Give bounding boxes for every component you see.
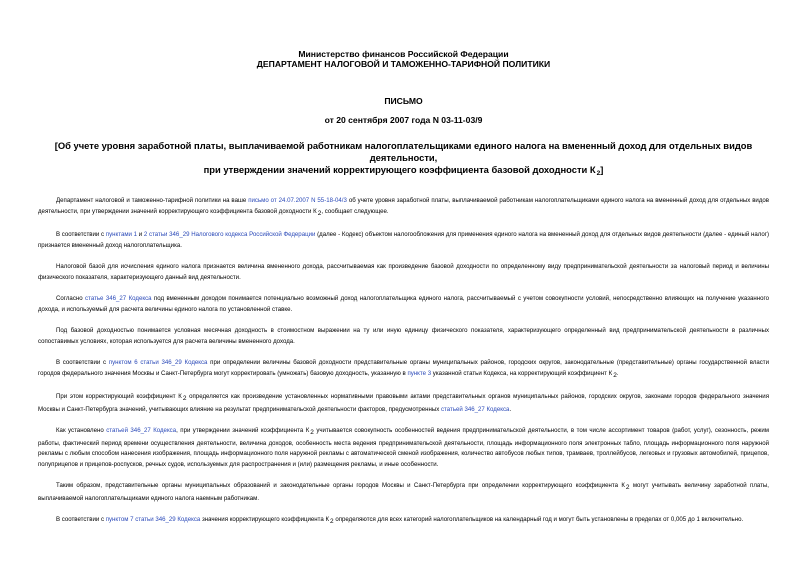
text-span: Департамент налоговой и таможенно-тарифной политики на ваше — [56, 197, 249, 204]
link-point-3[interactable]: пункте 3 — [407, 369, 432, 377]
link-point-6-article[interactable]: пунктом 6 статьи 346_29 Кодекса — [108, 359, 208, 366]
text-span: При этом корректирующий коэффициент К — [56, 393, 182, 400]
text-span: В соответствии с — [56, 359, 109, 366]
department-name: ДЕПАРТАМЕНТ НАЛОГОВОЙ И ТАМОЖЕННО-ТАРИФНОЙ ПОЛИТИКИ — [256, 59, 551, 69]
text-span: и — [137, 231, 144, 238]
text-span: под вмененным доходом понимается потенциально возможный доход налогоплательщика единого налога, рассчитываемый с учетом совокупности условий, непосредственно влияющих на получение указанного дохода, и используемый для расчета величины единого налога по установленной ставке. — [38, 295, 769, 313]
subscript: 2 — [613, 371, 617, 379]
document-type: ПИСЬМО — [384, 96, 423, 106]
ministry-name: Министерство финансов Российской Федерации — [298, 49, 509, 59]
title-bracket: ] — [600, 164, 604, 175]
link-point-7-article[interactable]: пунктом 7 статьи 346_29 Кодекса — [105, 516, 201, 523]
subscript: 2 — [310, 429, 314, 436]
paragraph-8 — [38, 426, 769, 470]
link-points-1[interactable]: пунктами 1 — [105, 231, 138, 238]
text-span: . — [509, 405, 512, 413]
link-tax-code-article[interactable]: 2 статьи 346_29 Налогового кодекса Российской Федерации — [143, 231, 316, 238]
text-span: . — [616, 369, 619, 377]
text-span: , при утверждении значений коэффициента К — [176, 427, 310, 434]
title-line-1: [Об учете уровня заработной платы, выплачиваемой работникам налогоплательщиками единого налога на вмененный доход для отдельных видов деятельности, — [54, 140, 753, 163]
title-line-2-text: при утверждении значений корректирующего коэффициента базовой доходности К — [203, 164, 596, 175]
document-body — [38, 196, 769, 528]
paragraph-2 — [38, 230, 769, 251]
paragraph-7 — [38, 392, 769, 415]
link-article-346-27[interactable]: статье 346_27 Кодекса — [85, 295, 152, 302]
text-span: при определении величины базовой доходности представительные органы муниципальных районов, городских округов, законодательные (представительные) органы государственной власти городов федерального значения Москвы и Санкт-Петербурга могут корректировать (умножать) базовую доходность, указанную в — [38, 359, 770, 377]
subscript: 2 — [625, 484, 630, 491]
text-span: Налоговой базой для исчисления единого налога признается величина вмененного дохода, рассчитываемая как произведение базовой доходности по определенному виду предпринимательской деятельности за налоговый период и величины физического показателя, характеризующего данный вид деятельности. — [38, 263, 769, 281]
text-span: значения корректирующего коэффициента К — [200, 516, 330, 523]
subscript: 2 — [317, 209, 322, 217]
text-span: учитывается совокупность особенностей ведения предпринимательской деятельности, в том числе ассортимент товаров (работ, услуг), сезонность, режим работы, фактический период времени осуществления деятельности, величина доходов, особенность места ведения предпринимательской деятельности, площадь информационного поля электронных табло, площадь информационного поля наружной рекламы с любым способом нанесения изображения, площадь информационного поля наружной рекламы с автоматической сменой изображения, количество автобусов любых типов, трамваев, троллейбусов, легковых и грузовых автомобилей, прицепов, полуприцепов и прицепов-роспусков, речных судов, используемых для распространения и (или) размещения рекламы, и иные особенности. — [38, 427, 769, 468]
link-article-346-27[interactable]: статьей 346_27 Кодекса — [106, 427, 177, 434]
text-span: могут учитывать величину заработной платы, выплачиваемой налогоплательщиками единого налога наемным работникам. — [38, 482, 769, 502]
document-title — [38, 140, 769, 180]
paragraph-5 — [38, 326, 769, 347]
text-span: Согласно — [56, 295, 86, 302]
text-span: определяется как произведение установленных нормативными правовыми актами представительных органов муниципальных районов, городских округов, законами городов федерального значения Москвы и Санкт-Петербурга значений, учитывающих влияние на результат предпринимательской деятельности факторов, предусмотренных — [38, 393, 770, 413]
paragraph-1 — [38, 196, 769, 219]
text-span: Под базовой доходностью понимается условная месячная доходность в стоимостном выражении на ту или иную единицу физического показателя, характеризующего определенный вид предпринимательской деятельности в различных сопоставимых условиях, которая используется для расчета величины вмененного дохода. — [38, 327, 769, 345]
document-header — [38, 0, 769, 69]
subscript: 2 — [330, 518, 334, 525]
title-line-2 — [40, 164, 767, 180]
link-article-346-27[interactable]: статьей 346_27 Кодекса — [441, 405, 510, 413]
paragraph-6 — [38, 358, 769, 381]
title-subscript: 2 — [596, 170, 601, 177]
paragraph-4 — [38, 294, 769, 315]
text-span: (далее - Кодекс) объектом налогообложения для применения единого налога на вмененный доход для отдельных видов деятельности (далее - единый налог) признается вмененный доход налогоплательщика. — [38, 231, 769, 249]
text-span: , сообщает следующее. — [321, 207, 389, 215]
document-date-number: от 20 сентября 2007 года N 03-11-03/9 — [324, 115, 483, 125]
text-span: Как установлено — [56, 427, 107, 434]
text-span: определяются для всех категорий налогоплательщиков на календарный год и могут быть установлены в пределах от 0,005 до 1 включительно. — [333, 516, 744, 523]
text-span: указанной статьи Кодекса, на корректирующий коэффициент К — [431, 369, 613, 377]
text-span: об учете уровня заработной платы, выплачиваемой работникам налогоплательщиками единого налога на вмененный доход для отдельных видов деятельности, при утверждении значений корректирующего коэффициента базовой доходности К — [38, 197, 770, 215]
link-letter-reference[interactable]: письмо от 24.07.2007 N 55-18-04/3 — [248, 197, 347, 204]
paragraph-9 — [38, 481, 769, 504]
subscript: 2 — [182, 395, 187, 402]
paragraph-3 — [38, 262, 769, 283]
text-span: В соответствии с — [56, 231, 106, 238]
text-span: В соответствии с — [56, 516, 106, 523]
paragraph-10 — [38, 515, 769, 528]
text-span: Таким образом, представительные органы муниципальных образований и законодательные органы городов Москвы и Санкт-Петербурга при определении корректирующего коэффициента К — [56, 482, 625, 489]
